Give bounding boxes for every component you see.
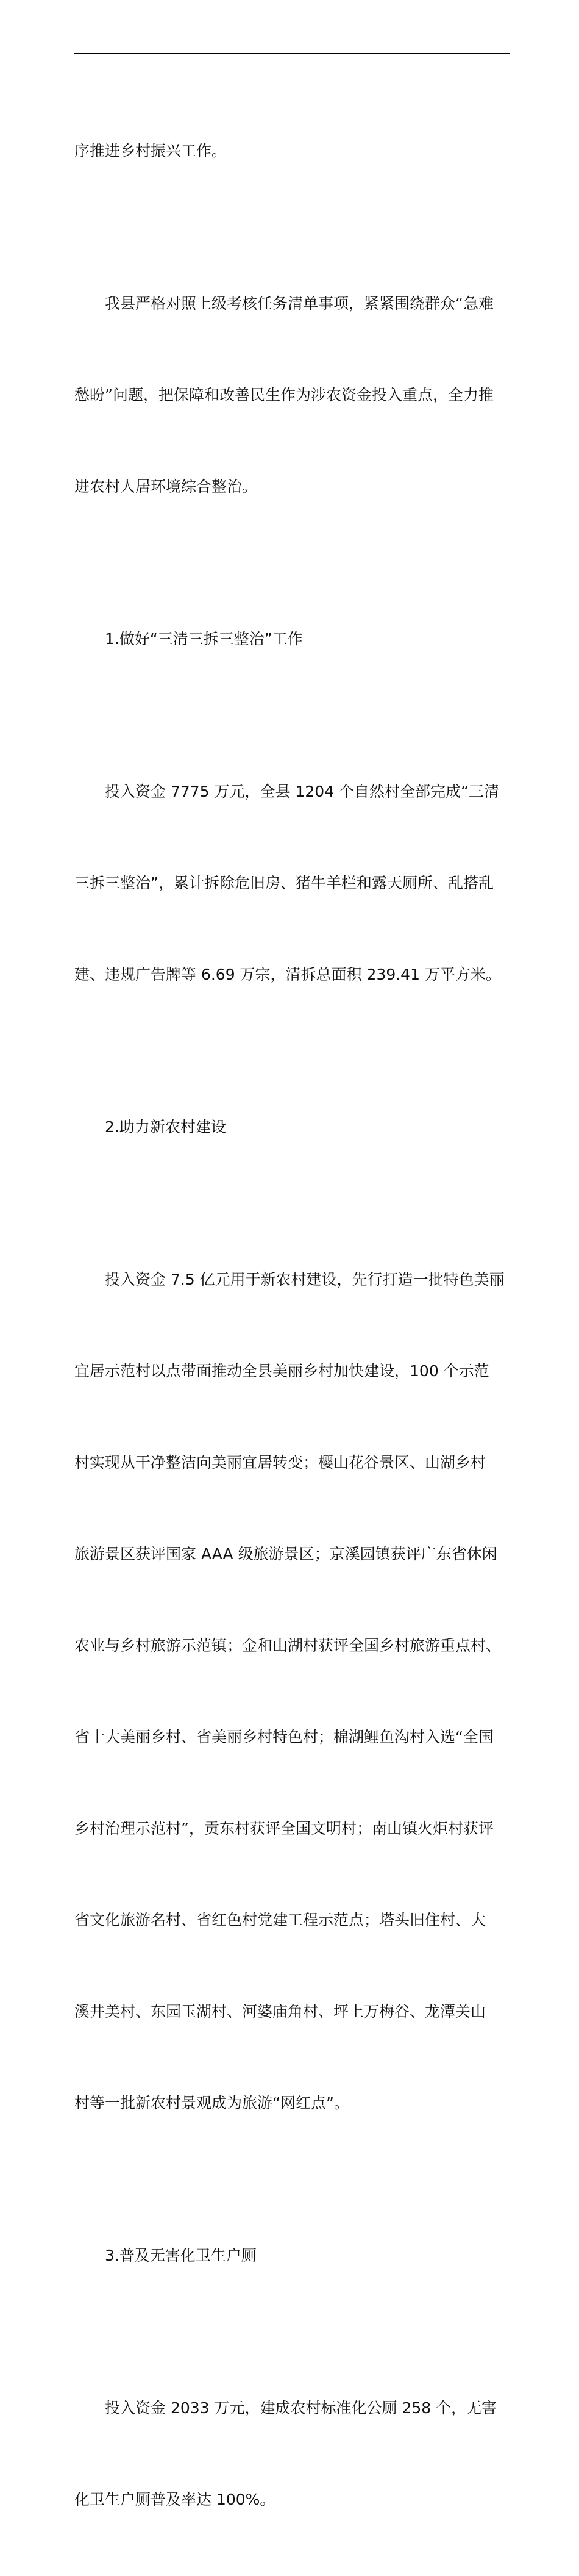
text-line: 农业与乡村旅游示范镇；金和山湖村获评全国乡村旅游重点村、 [74,1637,502,1654]
paragraph-section-3 [74,2332,512,2576]
text-line: 进农村人居环境综合整治。 [74,478,258,495]
text-line: 投入资金 7.5 亿元用于新农村建设，先行打造一批特色美丽 [105,1271,505,1288]
text-line: 投入资金 7775 万元，全县 1204 个自然村全部完成“三清 [105,783,499,800]
paragraph-section-1 [74,716,512,1051]
text-line: 旅游景区获评国家 AAA 级旅游景区；京溪园镇获评广东省休闲 [74,1545,497,1563]
section-heading-3 [74,2180,512,2332]
text-line: 投入资金 2033 万元，建成农村标准化公厕 258 个，无害 [105,2399,497,2417]
paragraph-section-2 [74,1204,512,2180]
text-line: 建、违规广告牌等 6.69 万宗，清拆总面积 239.41 万平方米。 [74,966,501,983]
text-line: 省十大美丽乡村、省美丽乡村特色村；棉湖鲤鱼沟村入选“全国 [74,1728,494,1746]
header-rule [74,53,510,54]
text-line: 愁盼”问题，把保障和改善民生作为涉农资金投入重点，全力推 [74,386,494,404]
text-line: 宜居示范村以点带面推动全县美丽乡村加快建设，100 个示范 [74,1362,489,1380]
text-line: 乡村治理示范村”，贡东村获评全国文明村；南山镇火炬村获评 [74,1820,494,1837]
paragraph-continuation [74,75,512,228]
section-heading-1 [74,563,512,716]
text-line: 溪井美村、东园玉湖村、河婆庙角村、坪上万梅谷、龙潭关山 [74,2003,486,2020]
text-line: 村实现从干净整洁向美丽宜居转变；樱山花谷景区、山湖乡村 [74,1454,486,1471]
heading-text: 1.做好“三清三拆三整治”工作 [105,630,303,648]
text-line: 三拆三整治”，累计拆除危旧房、猪牛羊栏和露天厕所、乱搭乱 [74,874,494,892]
document-body [74,75,512,2576]
section-heading-2 [74,1051,512,1204]
paragraph-intro [74,228,512,563]
text-line: 化卫生户厕普及率达 100%。 [74,2491,275,2508]
text-line: 村等一批新农村景观成为旅游“网红点”。 [74,2094,349,2112]
heading-text: 3.普及无害化卫生户厕 [105,2247,257,2264]
text-line: 我县严格对照上级考核任务清单事项，紧紧围绕群众“急难 [105,295,494,312]
text-line: 省文化旅游名村、省红色村党建工程示范点；塔头旧住村、大 [74,1911,486,1929]
heading-text: 2.助力新农村建设 [105,1118,226,1136]
text-line: 序推进乡村振兴工作。 [74,142,227,160]
